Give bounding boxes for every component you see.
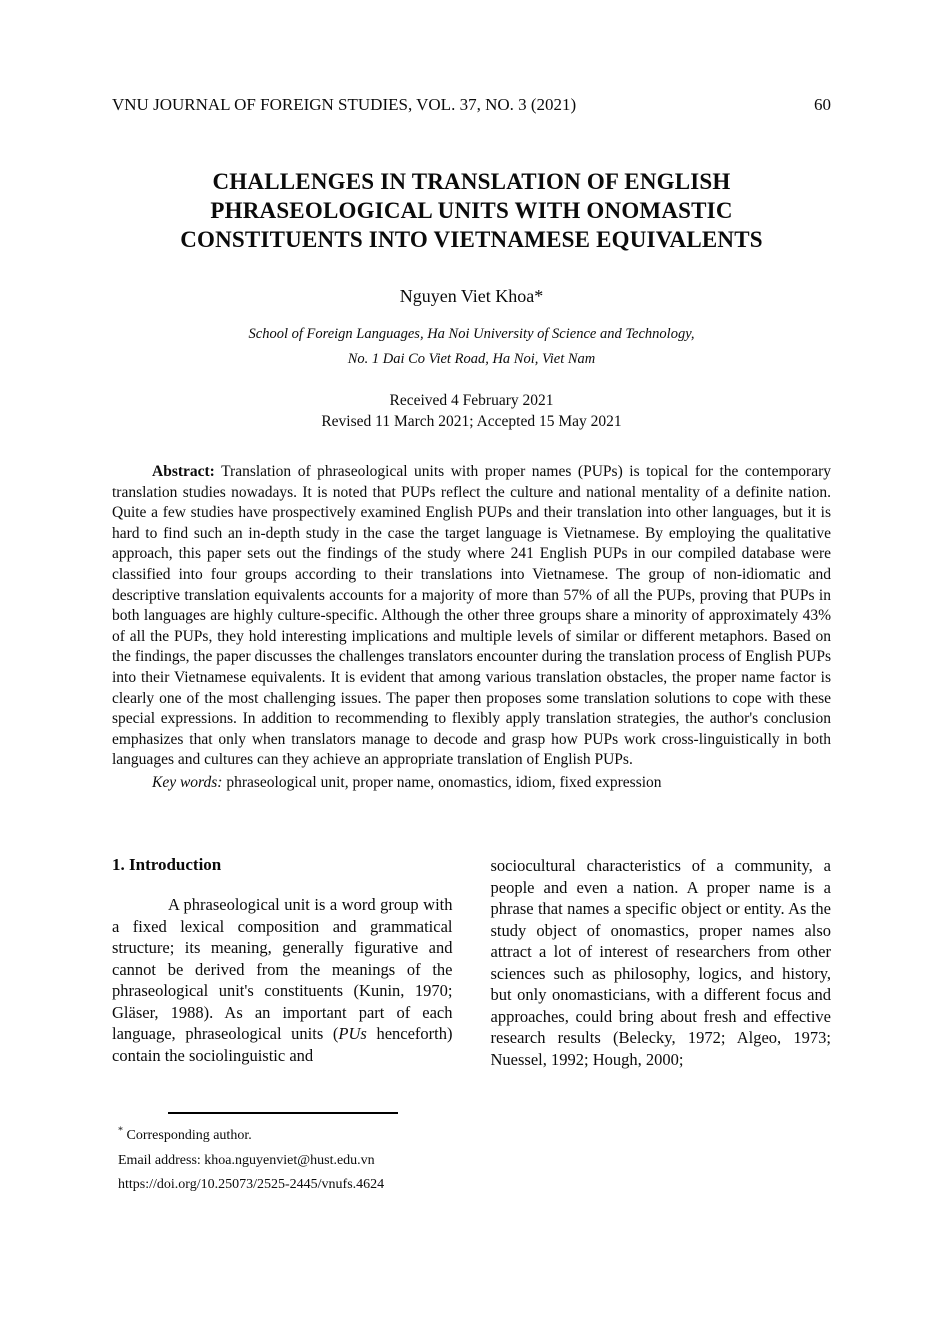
footnote-separator <box>168 1112 398 1114</box>
intro-left-italic-abbr: PUs <box>338 1024 367 1043</box>
revised-accepted-date: Revised 11 March 2021; Accepted 15 May 2021 <box>321 412 622 430</box>
journal-title: VNU JOURNAL OF FOREIGN STUDIES, VOL. 37, NO. 3 (2021) <box>112 95 577 114</box>
footnote-marker: * <box>118 1125 123 1137</box>
footnote-email: Email address: khoa.nguyenviet@hust.edu.vn <box>118 1152 375 1168</box>
article-title-line-2: PHRASEOLOGICAL UNITS WITH ONOMASTIC <box>210 198 733 223</box>
footnote-doi: https://doi.org/10.25073/2525-2445/vnufs.4624 <box>118 1177 385 1192</box>
received-date: Received 4 February 2021 <box>389 392 554 409</box>
author-name: Nguyen Viet Khoa* <box>399 286 544 306</box>
intro-paragraph-left <box>112 894 453 1066</box>
footnote-corresponding-author <box>112 1124 831 1149</box>
affiliation-line-1: School of Foreign Languages, Ha Noi University of Science and Technology, <box>248 326 695 342</box>
abstract-paragraph <box>112 462 831 771</box>
column-left <box>112 855 453 1070</box>
section-heading-introduction: 1. Introduction <box>112 855 222 874</box>
article-title <box>80 167 863 254</box>
page-number: 60 <box>814 95 831 114</box>
intro-paragraph-right: sociocultural characteristics of a community, a people and even a nation. A proper name is a phrase that names a specific object or entity. As the study object of onomastics, proper names also attract a lot of interest of researchers from other sciences such as philosophy, logics, and history, but only onomasticians, with a different focus and approaches, could bring about fresh and effective research results (Belecky, 1972; Algeo, 1973; Nuessel, 1992; Hough, 2000; <box>490 856 831 1069</box>
abstract-section <box>112 462 831 794</box>
keywords-text: phraseological unit, proper name, onomastics, idiom, fixed expression <box>222 773 662 791</box>
article-title-line-1: CHALLENGES IN TRANSLATION OF ENGLISH <box>212 169 731 194</box>
footnote-corresponding-author-text: Corresponding author. <box>126 1128 252 1143</box>
keywords-line <box>112 773 831 794</box>
intro-left-text-1: A phraseological unit is a word group with a fixed lexical composition and grammatical structure; its meaning, generally figurative and cannot be derived from the meanings of the phraseological unit's constituents (Kunin, 1970; Gläser, 1988). As an important part of each language, phraseological units ( <box>112 895 453 1043</box>
affiliation <box>0 322 943 372</box>
abstract-label: Abstract: <box>152 463 215 480</box>
body-columns <box>112 855 831 1070</box>
intro-left-text-2: henceforth) contain the sociolinguistic and <box>112 1024 453 1065</box>
abstract-text: Translation of phraseological units with proper names (PUPs) is topical for the contemporary translation studies nowadays. It is noted that PUPs reflect the culture and national mentality of a definite nation. Quite a few studies have prospectively examined English PUPs and their translation into other languages, but it is hard to find such an in-depth study in the case the target language is Vietnamese. By employing the qualitative approach, this paper sets out the findings of the study where 241 English PUPs in our compiled database were classified into four groups according to their translations into Vietnamese. The group of non-idiomatic and descriptive translation equivalents accounts for a majority of more than 57% of all the PUPs, proving that PUPs in both languages are highly culture-specific. Although the other three groups share a minority of approximately 43% of all the PUPs, they hold interesting implications and multiple levels of similar or different metaphors. Based on the findings, the paper discusses the challenges translators encounter during the translation process of English PUPs into their Vietnamese equivalents. It is evident that among various translation obstacles, the proper name factor is clearly one of the most challenging issues. The paper then proposes some translation solutions to cope with these special expressions. In addition to recommending to flexibly apply translation strategies, the author's conclusion emphasizes that only when translators manage to decode and grasp how PUPs work cross-linguistically in both languages and cultures can they achieve an appropriate translation of English PUPs. <box>112 463 831 769</box>
article-dates <box>0 391 943 432</box>
keywords-label: Key words: <box>152 773 223 791</box>
footnote <box>112 1112 831 1198</box>
affiliation-line-2: No. 1 Dai Co Viet Road, Ha Noi, Viet Nam <box>347 351 596 367</box>
running-head <box>112 95 831 115</box>
article-title-line-3: CONSTITUENTS INTO VIETNAMESE EQUIVALENTS <box>180 227 763 252</box>
column-right <box>491 855 832 1070</box>
